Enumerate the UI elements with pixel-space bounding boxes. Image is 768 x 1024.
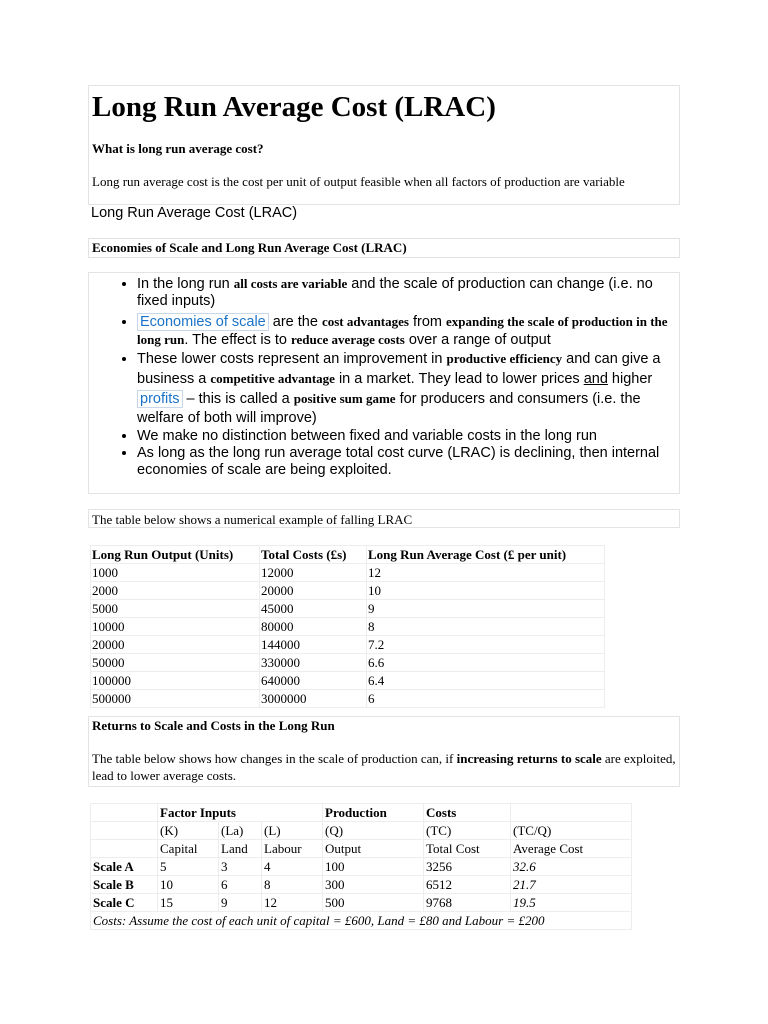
section2-box <box>88 716 680 787</box>
table-cell: 100 <box>323 858 424 876</box>
table-cell: Capital <box>158 840 219 858</box>
table-header: Long Run Average Cost (£ per unit) <box>367 546 605 564</box>
table1-intro-box <box>88 509 680 528</box>
table-cell: (L) <box>262 822 323 840</box>
table-cell: 9768 <box>424 894 511 912</box>
table-cell: 7.2 <box>367 636 605 654</box>
bold-term: increasing returns to scale <box>456 751 602 766</box>
table-cell: 8 <box>262 876 323 894</box>
table-cell: 5000 <box>91 600 260 618</box>
economies-of-scale-link[interactable]: Economies of scale <box>137 313 269 331</box>
table-cell: 6.6 <box>367 654 605 672</box>
table-cell: 500 <box>323 894 424 912</box>
table-cell: Land <box>219 840 262 858</box>
table-cell: 8 <box>367 618 605 636</box>
table-cell: 50000 <box>91 654 260 672</box>
table-row <box>91 876 632 894</box>
lrac-table <box>90 545 605 708</box>
bold-term: productive efficiency <box>446 351 563 366</box>
table-cell: 9 <box>219 894 262 912</box>
table-cell: 6512 <box>424 876 511 894</box>
table-row <box>91 582 605 600</box>
bullet-text: for producers and consumers (i.e. the welfare of both will improve) <box>137 391 641 426</box>
table-header-row <box>91 840 632 858</box>
table-cell: 10 <box>158 876 219 894</box>
table-cell: 21.7 <box>511 876 632 894</box>
table-cell: 20000 <box>91 636 260 654</box>
table-cell: 4 <box>262 858 323 876</box>
bullet-item <box>137 313 679 349</box>
table-cell: Average Cost <box>511 840 632 858</box>
table1-intro: The table below shows a numerical example of falling LRAC <box>92 512 413 527</box>
table-cell: 80000 <box>260 618 367 636</box>
table-row <box>91 636 605 654</box>
table-cell: 144000 <box>260 636 367 654</box>
table-cell <box>91 822 158 840</box>
intro-box <box>88 85 680 205</box>
table-cell: 12 <box>262 894 323 912</box>
table-cell: 10 <box>367 582 605 600</box>
section2-text-part: are exploited, lead to lower average costs. <box>92 751 676 783</box>
table-header-row <box>91 822 632 840</box>
table-cell: 19.5 <box>511 894 632 912</box>
bullet-text: from <box>408 314 447 330</box>
table-cell: 300 <box>323 876 424 894</box>
table-cell: 20000 <box>260 582 367 600</box>
page-title: Long Run Average Cost (LRAC) <box>92 91 496 123</box>
row-label: Scale B <box>91 876 158 894</box>
table-cell: 500000 <box>91 690 260 708</box>
bold-term: competitive advantage <box>210 371 335 386</box>
bold-term: positive sum game <box>293 391 396 406</box>
table-cell: (K) <box>158 822 219 840</box>
table-cell: Total Cost <box>424 840 511 858</box>
table-cell: (TC/Q) <box>511 822 632 840</box>
bullet-text: . The effect is to <box>184 332 291 348</box>
bullet-text: – this is called a <box>182 391 294 407</box>
bold-term: all costs are variable <box>233 276 348 291</box>
table-row <box>91 618 605 636</box>
bullet-text: and can give a business a <box>137 351 661 387</box>
table-cell: 12 <box>367 564 605 582</box>
table-cell: (La) <box>219 822 262 840</box>
bullet-text: higher <box>607 371 653 387</box>
table-cell: Costs <box>424 804 511 822</box>
table-cell: Production <box>323 804 424 822</box>
profits-link[interactable]: profits <box>137 390 183 408</box>
table-cell: 640000 <box>260 672 367 690</box>
table-row <box>91 690 605 708</box>
section2-heading: Returns to Scale and Costs in the Long Run <box>92 718 335 733</box>
definition-text: Long run average cost is the cost per unit of output feasible when all factors of production are variable <box>92 174 625 189</box>
table-header-row <box>91 804 632 822</box>
bullet-list <box>89 275 679 479</box>
table-cell: 6 <box>367 690 605 708</box>
row-label: Scale C <box>91 894 158 912</box>
bullet-item <box>137 349 679 428</box>
table-cell: 3 <box>219 858 262 876</box>
table-cell: 2000 <box>91 582 260 600</box>
section1-heading: Economies of Scale and Long Run Average Cost (LRAC) <box>92 240 407 255</box>
table-cell: 32.6 <box>511 858 632 876</box>
table-cell: Labour <box>262 840 323 858</box>
section1-box <box>88 238 680 258</box>
table-cell <box>91 804 158 822</box>
table-cell <box>511 804 632 822</box>
table-cell <box>91 840 158 858</box>
bullet-item <box>137 275 679 310</box>
table-cell: 6.4 <box>367 672 605 690</box>
table-header: Total Costs (£s) <box>260 546 367 564</box>
table-row <box>91 672 605 690</box>
table-cell: 5 <box>158 858 219 876</box>
bullet-text: and the scale of production can change (i.e. no fixed inputs) <box>137 276 653 309</box>
bullet-text: are the <box>268 314 322 330</box>
table-cell: 3000000 <box>260 690 367 708</box>
table-row <box>91 894 632 912</box>
bullet-text: in a market. They lead to lower prices <box>334 371 584 387</box>
bold-term: expanding the scale of production in the long run <box>137 314 668 347</box>
table-note: Costs: Assume the cost of each unit of capital = £600, Land = £80 and Labour = £200 <box>91 912 632 930</box>
table-header-row <box>91 546 605 564</box>
table-cell: 6 <box>219 876 262 894</box>
bold-term: reduce average costs <box>291 332 405 347</box>
table-row <box>91 858 632 876</box>
table-cell: (TC) <box>424 822 511 840</box>
bullet-text: over a range of output <box>404 332 551 348</box>
section2-text <box>92 750 676 784</box>
table-cell: 15 <box>158 894 219 912</box>
bullet-text: These lower costs represent an improvement in <box>137 351 447 367</box>
table-cell: (Q) <box>323 822 424 840</box>
row-label: Scale A <box>91 858 158 876</box>
table-cell: 10000 <box>91 618 260 636</box>
bullet-text: In the long run <box>137 276 234 292</box>
table-cell: 9 <box>367 600 605 618</box>
table-row <box>91 654 605 672</box>
bold-term: cost advantages <box>321 314 409 329</box>
section2-text-part: The table below shows how changes in the scale of production can, if <box>92 751 457 766</box>
bullet-item: • We make no distinction between fixed and variable costs in the long run <box>137 428 679 445</box>
image-caption: Long Run Average Cost (LRAC) <box>91 205 298 221</box>
table-note-row <box>91 912 632 930</box>
table-cell: 3256 <box>424 858 511 876</box>
question-heading: What is long run average cost? <box>92 141 264 156</box>
table-cell: 330000 <box>260 654 367 672</box>
bullet-text: and <box>583 371 608 387</box>
bullet-item: • As long as the long run average total cost curve (LRAC) is declining, then internal economies of scale are being exploited. <box>137 445 679 479</box>
table-cell: 12000 <box>260 564 367 582</box>
table-header: Long Run Output (Units) <box>91 546 260 564</box>
table-cell: Output <box>323 840 424 858</box>
bullets-box <box>88 272 680 494</box>
table-cell: 45000 <box>260 600 367 618</box>
table-row <box>91 564 605 582</box>
table-cell: Factor Inputs <box>158 804 323 822</box>
table-cell: 100000 <box>91 672 260 690</box>
returns-table <box>90 803 632 930</box>
table-cell: 1000 <box>91 564 260 582</box>
table-row <box>91 600 605 618</box>
